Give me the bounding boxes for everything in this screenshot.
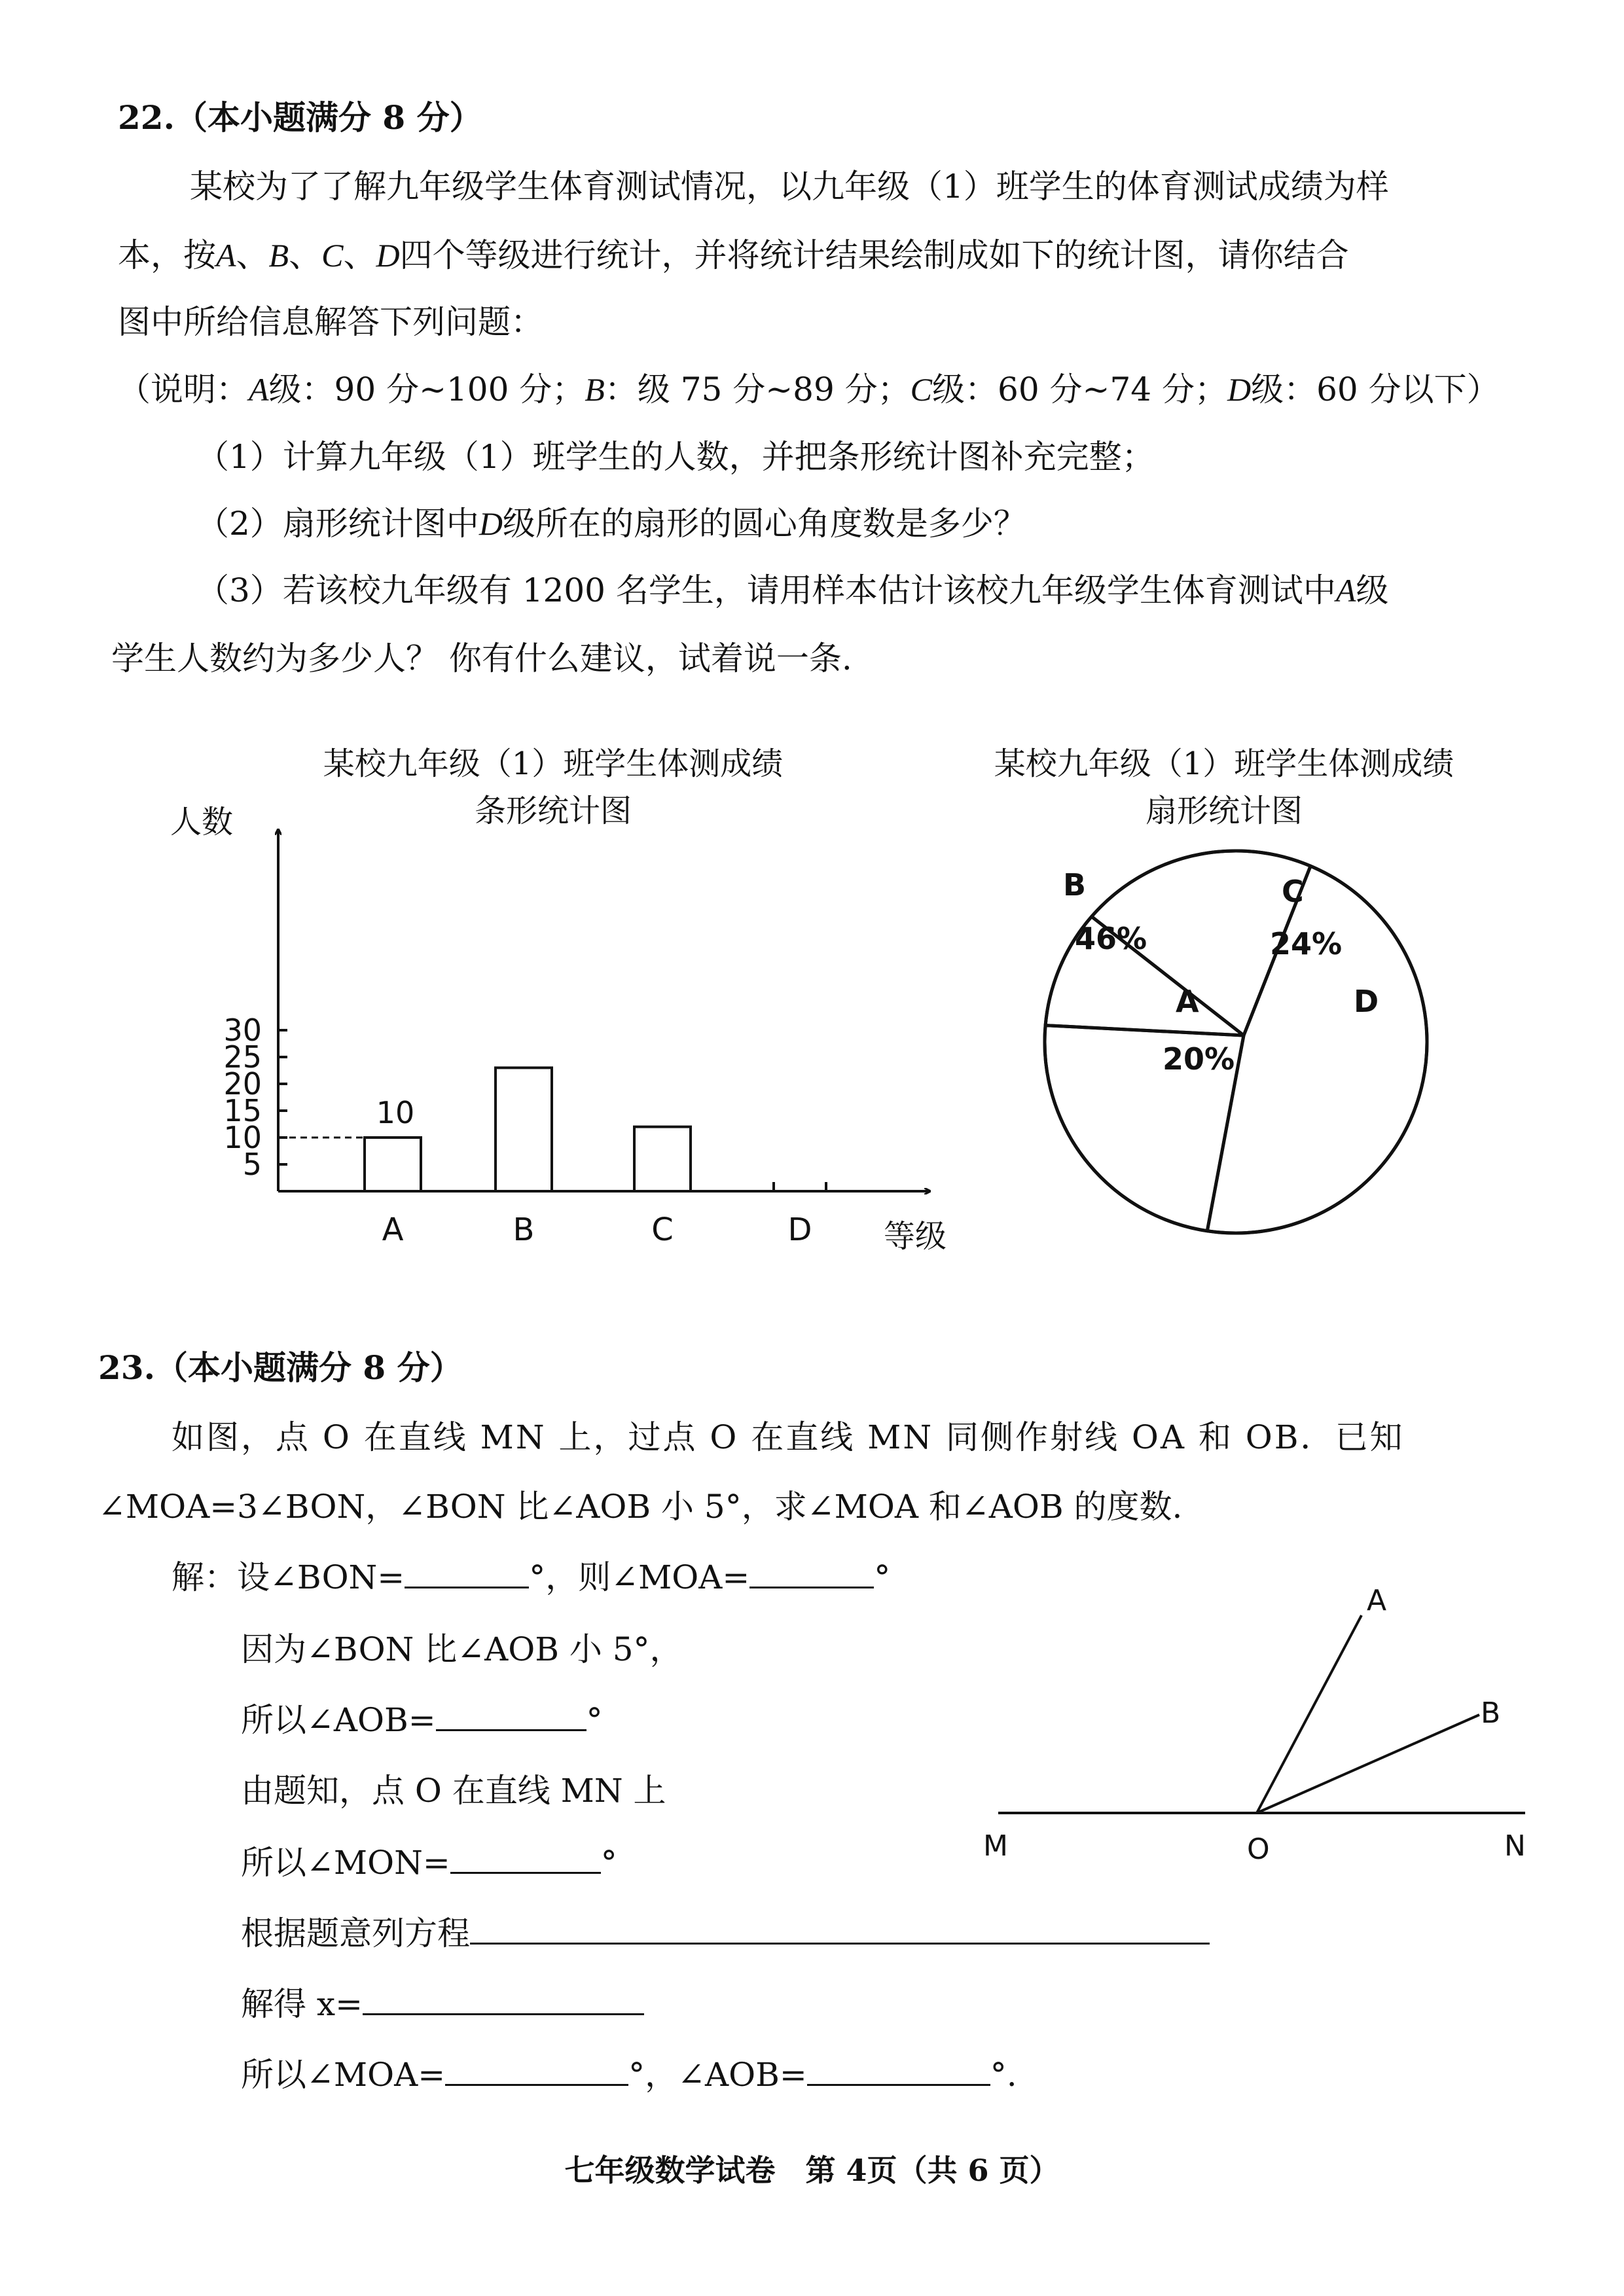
q22-sub2: （2）扇形统计图中D级所在的扇形的圆心角度数是多少？ — [196, 505, 1026, 543]
label-o: O — [1247, 1833, 1270, 1866]
answer-blank-equation[interactable] — [470, 1914, 1210, 1945]
label-b: B — [1481, 1696, 1501, 1730]
data-label-a: 10 — [376, 1095, 415, 1130]
label-m: M — [983, 1829, 1008, 1863]
q22-sub1: （1）计算九年级（1）班学生的人数，并把条形统计图补充完整； — [196, 438, 1155, 476]
q23-problem-line1: 如图，点 O 在直线 MN 上，过点 O 在直线 MN 同侧作射线 OA 和 OB．已知 — [171, 1418, 1405, 1456]
bar-a — [365, 1138, 421, 1191]
answer-blank-x[interactable] — [363, 1984, 644, 2015]
x-tick-label-a: A — [382, 1211, 404, 1248]
pie-chart-subtitle: 扇形统计图 — [1145, 793, 1303, 829]
bar-b — [496, 1067, 552, 1191]
answer-blank-aob-final[interactable] — [807, 2055, 990, 2086]
x-tick-label-b: B — [513, 1211, 535, 1248]
y-tick-label: 5 — [242, 1147, 262, 1182]
y-tick-label: 30 — [223, 1013, 262, 1048]
q23-sol-line5: 所以∠MON= ° — [241, 1844, 617, 1882]
q22-intro-line1: 某校为了了解九年级学生体育测试情况，以九年级（1）班学生的体育测试成绩为样 — [190, 168, 1389, 206]
answer-blank-bon[interactable] — [405, 1558, 529, 1588]
pie-percent-a: 20% — [1163, 1041, 1235, 1077]
q23-sol-line4: 由题知，点 O 在直线 MN 上 — [241, 1772, 666, 1810]
q23-problem-line2: ∠MOA=3∠BON，∠BON 比∠AOB 小 5°，求∠MOA 和∠AOB 的度数. — [98, 1488, 1183, 1526]
y-axis-label: 人数 — [170, 804, 234, 840]
pie-label-a: A — [1176, 984, 1199, 1019]
q23-sol-line1: 解：设∠BON= °，则∠MOA= ° — [171, 1558, 891, 1596]
pie-chart — [1021, 844, 1453, 1244]
y-tick-label: 25 — [223, 1039, 262, 1075]
x-tick-label-d: D — [787, 1211, 812, 1248]
label-a: A — [1367, 1584, 1387, 1617]
answer-blank-moa-final[interactable] — [445, 2055, 628, 2086]
q23-sol-line3: 所以∠AOB= ° — [241, 1701, 603, 1739]
q22-header: 22.（本小题满分 8 分） — [118, 98, 482, 137]
x-tick-label-c: C — [651, 1211, 674, 1248]
pie-outline — [1045, 851, 1427, 1233]
pie-label-c: C — [1282, 874, 1304, 909]
q22-sub3-line2: 学生人数约为多少人？ 你有什么建议，试着说一条. — [111, 639, 852, 677]
bar-c — [634, 1127, 691, 1191]
ray-ob — [1257, 1715, 1479, 1813]
y-tick-label: 10 — [223, 1120, 262, 1155]
y-tick-label: 15 — [223, 1093, 262, 1128]
q23-sol-line8: 所以∠MOA= °，∠AOB= °. — [241, 2056, 1017, 2094]
bar-chart-subtitle: 条形统计图 — [474, 793, 632, 829]
q23-header: 23.（本小题满分 8 分） — [98, 1348, 463, 1387]
answer-blank-aob[interactable] — [436, 1700, 586, 1731]
q22-sub3: （3）若该校九年级有 1200 名学生，请用样本估计该校九年级学生体育测试中A级 — [196, 571, 1389, 609]
q22-note: （说明：A级：90 分~100 分；B：级 75 分~89 分；C级：60 分~74 分；D级：60 分以下） — [118, 370, 1500, 408]
pie-chart-title: 某校九年级（1）班学生体测成绩 — [994, 745, 1454, 782]
x-axis-label: 等级 — [884, 1218, 947, 1255]
pie-label-d: D — [1354, 984, 1379, 1019]
pie-percent-c: 24% — [1270, 926, 1343, 961]
pie-label-b: B — [1063, 867, 1087, 903]
q23-sol-line6: 根据题意列方程 — [241, 1914, 1210, 1953]
answer-blank-moa[interactable] — [749, 1558, 874, 1588]
bar-chart — [0, 0, 969, 1296]
q22-intro-line2: 本，按A、B、C、D四个等级进行统计，并将统计结果绘制成如下的统计图，请你结合 — [118, 236, 1349, 274]
page-footer: 七年级数学试卷 第 4页（共 6 页） — [564, 2153, 1060, 2188]
bar-chart-title: 某校九年级（1）班学生体测成绩 — [323, 745, 784, 782]
y-tick-label: 20 — [223, 1066, 262, 1102]
answer-blank-mon[interactable] — [450, 1843, 601, 1874]
q23-sol-line2: 因为∠BON 比∠AOB 小 5°， — [241, 1630, 683, 1668]
ray-oa — [1257, 1615, 1362, 1813]
pie-percent-b: 46% — [1075, 921, 1147, 956]
q23-sol-line7: 解得 x= — [241, 1984, 644, 2024]
q22-intro-line3: 图中所给信息解答下列问题： — [118, 303, 543, 341]
label-n: N — [1504, 1829, 1526, 1863]
angle-figure — [969, 1558, 1558, 1872]
